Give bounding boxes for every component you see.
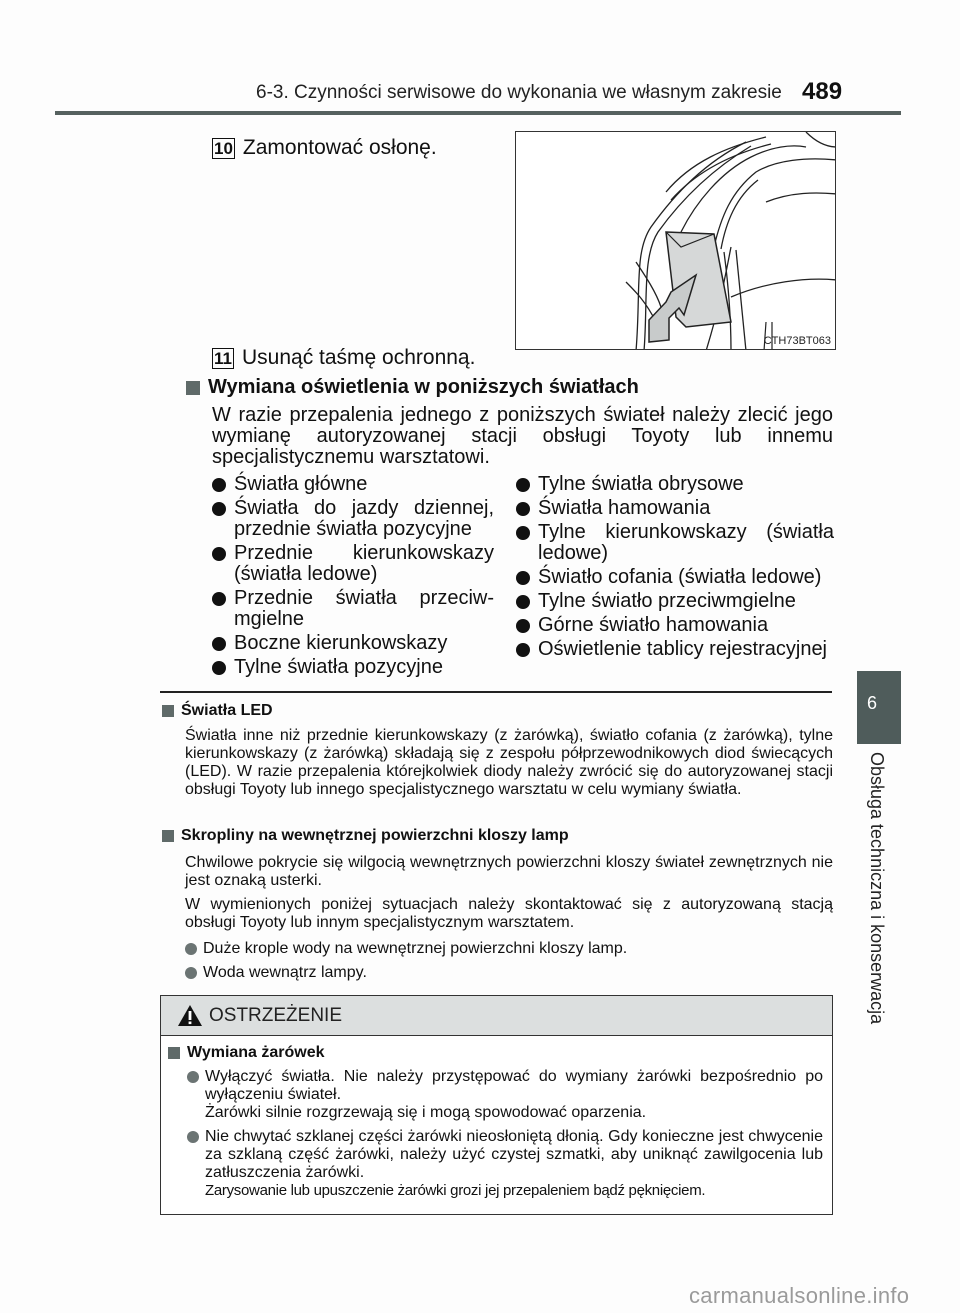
warning-subheading: [168, 1044, 325, 1062]
list-item: Światło cofania (światła ledowe): [516, 567, 834, 588]
illustration-cover-install: [515, 131, 836, 350]
section-heading-condensation: [162, 827, 569, 845]
bullet-icon: [212, 478, 226, 492]
condensation-paragraph-1: Chwilowe pokrycie się wilgocią wewnętrznych powierzchni kloszy świateł zewnętrznych nie jest oznaką usterki.: [185, 854, 833, 889]
list-item: Światła hamowania: [516, 498, 834, 519]
replacement-paragraph: W razie przepalenia jednego z poniższych świateł należy zlecić jego wymianę autoryzowanej stacji obsługi Toyoty lub innemu specjalistycznemu warsztatowi.: [212, 404, 833, 468]
warning-triangle-icon: [177, 1004, 203, 1027]
bullet-icon: [516, 502, 530, 516]
bullet-icon: [516, 595, 530, 609]
heading-text: Wymiana żarówek: [187, 1044, 325, 1061]
bullet-icon: [212, 547, 226, 561]
bullet-icon: [516, 526, 530, 540]
list-item: Duże krople wody na wewnętrznej powierzchni kloszy lamp.: [185, 940, 833, 958]
step-number: 11: [214, 348, 232, 368]
list-item: Woda wewnątrz lampy.: [185, 964, 833, 982]
list-item: Tylne światła pozycyjne: [212, 657, 494, 678]
bullet-icon: [212, 502, 226, 516]
step-11: [212, 346, 475, 370]
warning-box: [160, 995, 833, 1215]
list-item: Tylne światło przeciwmgielne: [516, 591, 834, 612]
bullet-icon: [187, 1131, 199, 1143]
heading-text: Skropliny na wewnętrznej powierzchni kloszy lamp: [181, 827, 569, 844]
car-rear-light-illustration: [516, 132, 836, 350]
bullet-icon: [212, 661, 226, 675]
chapter-number: 6: [867, 693, 878, 713]
chapter-tab[interactable]: [857, 671, 901, 744]
bullet-icon: [516, 643, 530, 657]
lights-list-right: [516, 474, 834, 663]
bullet-icon: [185, 943, 197, 955]
list-item: Światła główne: [212, 474, 494, 495]
step-text: Usunąć taśmę ochronną.: [241, 346, 476, 369]
square-bullet-icon: [168, 1047, 180, 1059]
led-paragraph: Światła inne niż przednie kierunkowskazy (z żarówką), światło cofania (z żarówką), tylne kierunkowskazy (z żarówką) składają się z zespołu półprzewodnikowych diod świecących (LED). W razie przepalenia którejkolwiek diody należy zwrócić się do autoryzowanej stacji obsługi Toyoty lub innego specjalistycznego warsztatu w celu wymiany światła.: [185, 727, 833, 798]
bullet-icon: [516, 478, 530, 492]
bullet-icon: [212, 592, 226, 606]
lights-list-left: [212, 474, 494, 681]
list-item: Tylne kierunkowskazy (światła ledowe): [516, 522, 834, 564]
figure-code: CTH73BT063: [763, 335, 831, 347]
header-divider: [55, 111, 901, 115]
bullet-icon: [212, 637, 226, 651]
list-item: Oświetlenie tablicy rejestracyjnej: [516, 639, 834, 660]
list-item: Przednie kierunkowskazy (światła ledowe): [212, 543, 494, 585]
list-item: Światła do jazdy dziennej, przednie światła pozycyjne: [212, 498, 494, 540]
list-item: Boczne kierunkowskazy: [212, 633, 494, 654]
section-heading-replacement: [186, 376, 639, 399]
page-header: [0, 0, 960, 120]
chapter-title: Obsługa techniczna i konserwacja: [867, 752, 887, 1025]
step-number: 10: [214, 138, 233, 158]
heading-text: Wymiana oświetlenia w poniższych światłach: [208, 376, 639, 398]
square-bullet-icon: [162, 830, 174, 842]
bullet-icon: [187, 1071, 199, 1083]
step-text: Zamontować osłonę.: [242, 136, 437, 159]
bullet-icon: [516, 619, 530, 633]
section-title: 6-3. Czynności serwisowe do wykonania we własnym zakresie: [256, 82, 782, 103]
warning-header: [161, 996, 832, 1036]
section-heading-led: [162, 702, 273, 720]
section-divider: [160, 691, 832, 693]
watermark: carmanualsonline.info: [689, 1283, 910, 1308]
square-bullet-icon: [186, 381, 200, 395]
bullet-icon: [185, 967, 197, 979]
bullet-icon: [516, 571, 530, 585]
warning-item: Nie chwytać szklanej części żarówki nieosłoniętą dłonią. Gdy konieczne jest chwycenie za szklaną część żarówki, należy użyć czystej szmatki, aby uniknąć zawilgocenia lub zatłuszczenia żarówki. Zarysowanie lub upuszczenie żarówki grozi jej przepaleniem bądź pęknięciem.: [187, 1128, 823, 1200]
heading-text: Światła LED: [181, 702, 273, 719]
list-item: Przednie światła przeciw-mgielne: [212, 588, 494, 630]
list-item: Górne światło hamowania: [516, 615, 834, 636]
warning-item: Wyłączyć światła. Nie należy przystępować do wymiany żarówki bezpośrednio po wyłączeniu świateł. Żarówki silnie rozgrzewają się i mogą spowodować oparzenia.: [187, 1068, 823, 1122]
condensation-paragraph-2: W wymienionych poniżej sytuacjach należy skontaktować się z autoryzowaną stacją obsługi Toyoty lub innym specjalistycznym warsztatem.: [185, 896, 833, 931]
square-bullet-icon: [162, 705, 174, 717]
page-number: 489: [802, 78, 843, 105]
list-item: Tylne światła obrysowe: [516, 474, 834, 495]
step-10: [212, 136, 437, 160]
warning-title: OSTRZEŻENIE: [209, 1004, 343, 1026]
